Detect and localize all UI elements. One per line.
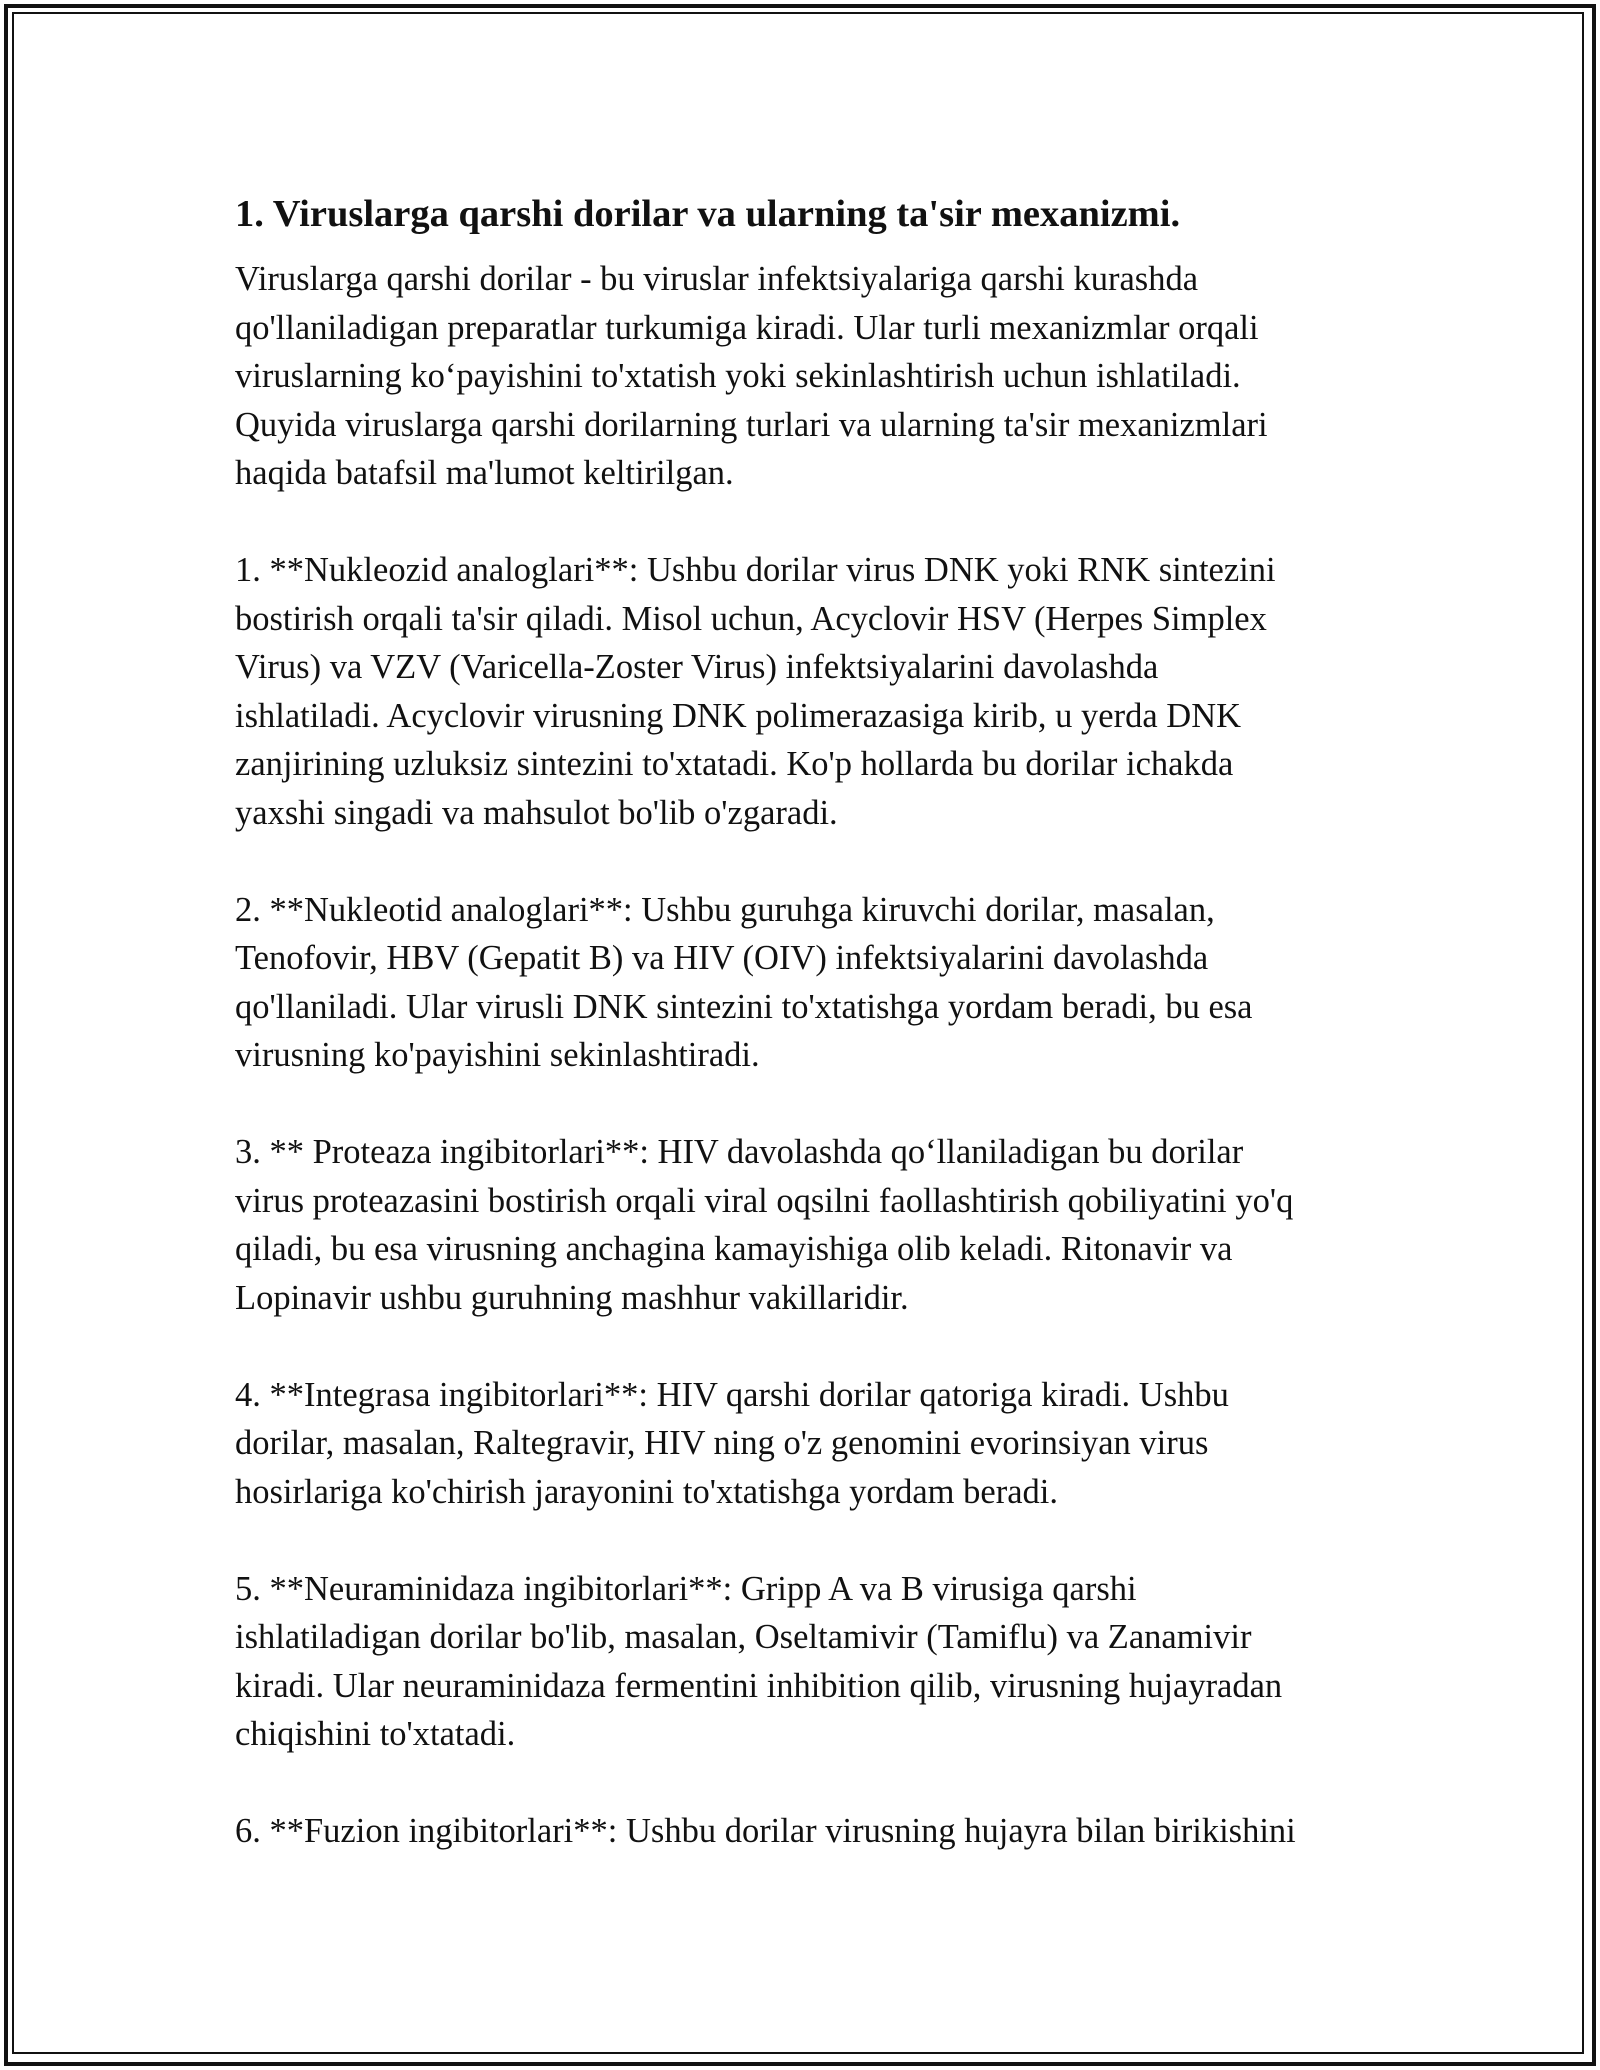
blank-line	[235, 1322, 1385, 1371]
text-line: qo'llaniladi. Ular virusli DNK sintezini to'xtatishga yordam beradi, bu esa	[235, 987, 1253, 1026]
blank-line	[235, 1080, 1385, 1129]
blank-line	[235, 498, 1385, 547]
text-line: 3. ** Proteaza ingibitorlari**: HIV davolashda qo‘llaniladigan bu dorilar	[235, 1133, 1244, 1171]
text-line: hosirlariga ko'chirish jarayonini to'xtatishga yordam beradi.	[235, 1472, 1058, 1511]
text-line: dorilar, masalan, Raltegravir, HIV ning o'z genomini evorinsiyan virus	[235, 1424, 1209, 1462]
text-line: 1. **Nukleozid analoglari**: Ushbu dorilar virus DNK yoki RNK sintezini	[235, 551, 1276, 589]
text-line: virusning ko'payishini sekinlashtiradi.	[235, 1036, 760, 1074]
text-line: Lopinavir ushbu guruhning mashhur vakillaridir.	[235, 1278, 909, 1317]
text-line: kiradi. Ular neuraminidaza fermentini inhibition qilib, virusning hujayradan	[235, 1666, 1283, 1705]
text-line: ishlatiladigan dorilar bo'lib, masalan, Oseltamivir (Tamiflu) va Zanamivir	[235, 1618, 1252, 1656]
text-line: chiqishini to'xtatadi.	[235, 1715, 516, 1753]
text-line: Tenofovir, HBV (Gepatit B) va HIV (OIV) infektsiyalarini davolashda	[235, 939, 1209, 977]
text-line: virus proteazasini bostirish orqali viral oqsilni faollashtirish qobiliyatini yo'q	[235, 1181, 1294, 1220]
text-line: bostirish orqali ta'sir qiladi. Misol uchun, Acyclovir HSV (Herpes Simplex	[235, 599, 1267, 638]
text-line: 6. **Fuzion ingibitorlari**: Ushbu dorilar virusning hujayra bilan birikishini	[235, 1812, 1296, 1850]
text-line: ishlatiladi. Acyclovir virusning DNK polimerazasiga kirib, u yerda DNK	[235, 696, 1242, 735]
text-line: 4. **Integrasa ingibitorlari**: HIV qarshi dorilar qatoriga kiradi. Ushbu	[235, 1375, 1229, 1414]
text-line: yaxshi singadi va mahsulot bo'lib o'zgaradi.	[235, 793, 838, 832]
text-line: Virus) va VZV (Varicella-Zoster Virus) infektsiyalarini davolashda	[235, 648, 1159, 686]
text-line: zanjirining uzluksiz sintezini to'xtatadi. Ko'p hollarda bu dorilar ichakda	[235, 745, 1234, 783]
text-line: 5. **Neuraminidaza ingibitorlari**: Gripp A va B virusiga qarshi	[235, 1569, 1137, 1608]
document-title: 1. Viruslarga qarshi dorilar va ularning ta'sir mexanizmi.	[235, 193, 1181, 235]
text-line: Quyida viruslarga qarshi dorilarning turlari va ularning ta'sir mexanizmlari	[235, 405, 1268, 444]
blank-line	[235, 1516, 1385, 1565]
text-line: qo'llaniladigan preparatlar turkumiga kiradi. Ular turli mexanizmlar orqali	[235, 308, 1259, 347]
blank-line	[235, 1759, 1385, 1808]
text-line: viruslarning ko‘payishini to'xtatish yoki sekinlashtirish uchun ishlatiladi.	[235, 357, 1241, 395]
blank-line	[235, 837, 1385, 886]
text-line: 2. **Nukleotid analoglari**: Ushbu guruhga kiruvchi dorilar, masalan,	[235, 890, 1215, 929]
text-line: Viruslarga qarshi dorilar - bu viruslar infektsiyalariga qarshi kurashda	[235, 260, 1199, 298]
document-text	[235, 255, 1385, 1856]
document-body	[235, 186, 1385, 1856]
text-line: qiladi, bu esa virusning anchagina kamayishiga olib keladi. Ritonavir va	[235, 1230, 1233, 1268]
text-line: haqida batafsil ma'lumot keltirilgan.	[235, 454, 734, 492]
